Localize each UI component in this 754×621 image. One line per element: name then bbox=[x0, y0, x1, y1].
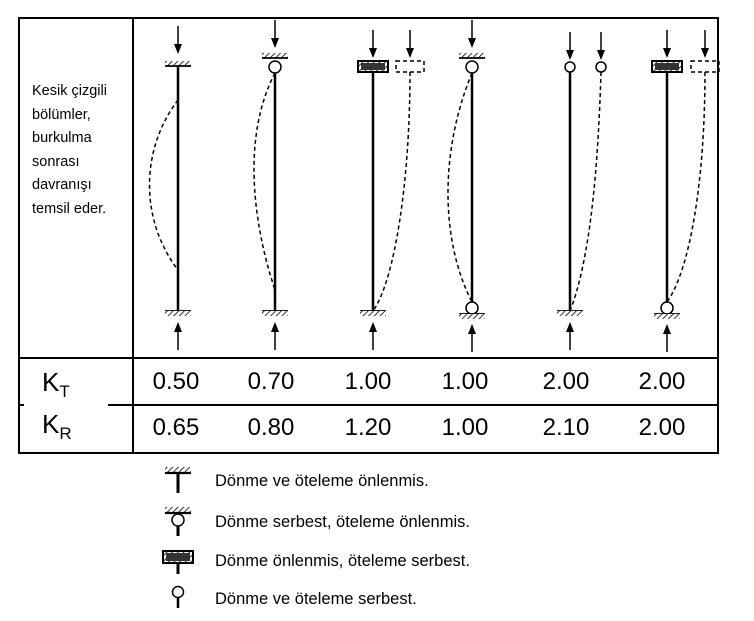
kr-value-4: 1.00 bbox=[441, 414, 489, 441]
free-end-icon bbox=[173, 587, 184, 609]
kr-label: $K_R$ bbox=[42, 409, 72, 443]
kr-value-1: 0.65 bbox=[152, 414, 200, 441]
kt-value-2: 0.70 bbox=[247, 368, 295, 395]
column-case-4 bbox=[448, 20, 485, 352]
legend-pinned-text: Dönme serbest, öteleme önlenmis. bbox=[215, 513, 470, 531]
legend-sliding-text: Dönme önlenmis, öteleme serbest. bbox=[215, 552, 470, 570]
column-case-5 bbox=[557, 32, 606, 350]
kr-value-3: 1.20 bbox=[344, 414, 392, 441]
column-case-1 bbox=[150, 26, 192, 350]
kt-value-6: 2.00 bbox=[638, 368, 686, 395]
pinned-support-icon bbox=[165, 507, 191, 536]
kr-value-2: 0.80 bbox=[247, 414, 295, 441]
dashed-lines-note: Kesik çizgili bölümler, burkulma sonrası davranışı temsil eder. bbox=[32, 83, 107, 217]
column-case-6 bbox=[652, 30, 719, 352]
kt-value-1: 0.50 bbox=[152, 368, 200, 395]
kt-value-4: 1.00 bbox=[441, 368, 489, 395]
legend-free-text: Dönme ve öteleme serbest. bbox=[215, 590, 417, 608]
kt-value-3: 1.00 bbox=[344, 368, 392, 395]
rotation-fixed-sliding-icon bbox=[163, 551, 193, 574]
kt-value-5: 2.00 bbox=[542, 368, 590, 395]
column-case-2 bbox=[254, 20, 288, 350]
kr-value-5: 2.10 bbox=[542, 414, 590, 441]
kt-label: $K_T$ bbox=[42, 367, 70, 401]
column-case-3 bbox=[358, 30, 424, 350]
kr-value-6: 2.00 bbox=[638, 414, 686, 441]
legend-fixed-text: Dönme ve öteleme önlenmis. bbox=[215, 472, 429, 490]
fixed-support-icon bbox=[165, 467, 191, 493]
